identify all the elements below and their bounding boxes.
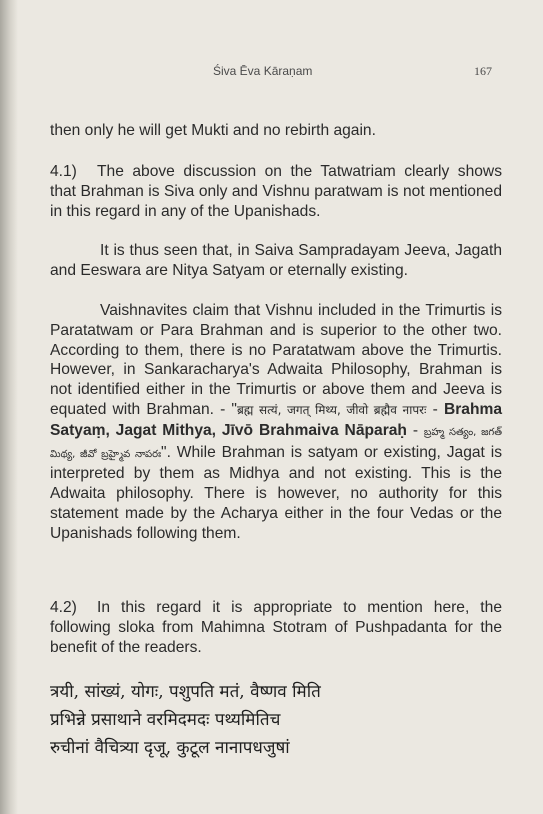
running-header-title: Śiva Ēva Kāraṇam	[213, 64, 313, 78]
sloka-line-3: रुचीनां वैचित्र्या दृजू, कुटूल नानापधजुषां	[50, 738, 290, 758]
page-binding-shadow	[0, 0, 18, 814]
sloka-line-1: त्रयी, सांख्यं, योगः, पशुपति मतं, वैष्णव मिति	[50, 682, 321, 702]
paragraph-4-2	[50, 598, 502, 657]
paragraph-text: Vaishnavites claim that Vishnu included in the Trimurtis is Paratatwam or Para Brahman and is superior to the other two. According to them, there is no Paratatwam above the Trimurtis. However, in Sankaracharya's Adwaita Philosophy, Brahman is not identified either in the Trimurtis or above them and Jeeva is equated with Brahman. - "	[50, 302, 502, 418]
sloka-line-2: प्रभिन्ने प्रसाथाने वरमिदमदः पथ्यमितिच	[50, 710, 281, 730]
sanskrit-quote-transliteration: Brahma Satyaṃ, Jagat Mithya, Jīvō Brahmaiva Nāparaḥ	[50, 400, 503, 439]
sanskrit-quote-telugu: బ్రహ్మ సత్యం, జగత్ మిథ్య, జీవో బ్రహ్మైవ నాపరః	[50, 426, 502, 460]
page-number: 167	[474, 64, 492, 78]
section-number: 4.2)	[50, 599, 77, 616]
paragraph-text: In this regard it is appropriate to mention here, the following sloka from Mahimna Stotram of Pushpadanta for the benefit of the readers.	[50, 599, 502, 656]
sloka-verse	[50, 678, 510, 762]
paragraph-text: It is thus seen that, in Saiva Sampradayam Jeeva, Jagath and Eeswara are Nitya Satyam or eternally existing.	[50, 242, 502, 279]
sanskrit-quote-devanagari: ब्रह्म सत्यं, जगत् मिथ्य, जीवो ब्रह्मैव नापरः	[236, 402, 427, 417]
paragraph-text: The above discussion on the Tatwatriam clearly shows that Brahman is Siva only and Vishnu paratwam is not mentioned in this regard in any of the Upanishads.	[50, 163, 502, 220]
dash-separator: -	[406, 421, 424, 439]
paragraph-text: ". While Brahman is satyam or existing, Jagat is interpreted by them as Midhya and not existing. This is the Adwaita philosophy. There is however, no authority for this statement made by the Acharya either in the four Vedas or the Upanishads following them.	[50, 443, 502, 542]
paragraph-continuation	[50, 121, 502, 141]
paragraph-saiva-sampradayam	[50, 241, 502, 281]
section-number: 4.1)	[50, 163, 77, 180]
paragraph-4-1	[50, 162, 502, 221]
paragraph-vaishnavites	[50, 301, 502, 544]
paragraph-text: then only he will get Mukti and no rebirth again.	[50, 122, 376, 139]
dash-separator: -	[426, 400, 444, 418]
